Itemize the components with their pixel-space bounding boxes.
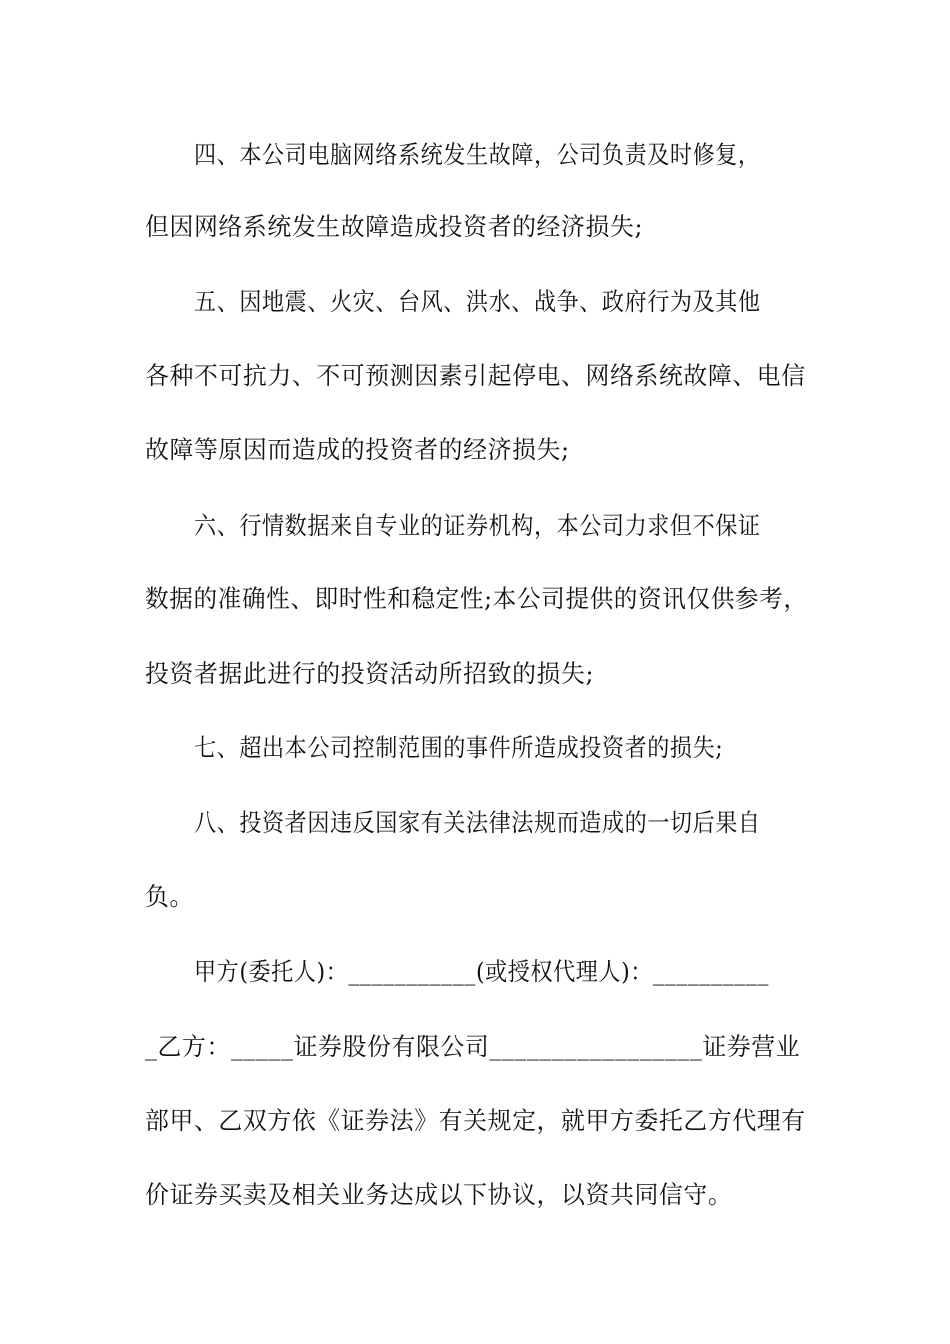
paragraph-line: 四、本公司电脑网络系统发生故障，公司负责及时修复， — [194, 140, 761, 169]
paragraph-line: 负。 — [145, 882, 194, 911]
signature-line: _乙方：_____证券股份有限公司_________________证券营业 — [145, 1032, 801, 1061]
paragraph-line: 数据的准确性、即时性和稳定性;本公司提供的资讯仅供参考， — [145, 584, 808, 613]
paragraph-line: 各种不可抗力、不可预测因素引起停电、网络系统故障、电信 — [145, 361, 806, 390]
paragraph-line: 七、超出本公司控制范围的事件所造成投资者的损失; — [194, 733, 724, 762]
signature-line: 甲方(委托人)：___________(或授权代理人)：__________ — [194, 957, 769, 986]
paragraph-line: 五、因地震、火灾、台风、洪水、战争、政府行为及其他 — [194, 287, 761, 316]
paragraph-line: 八、投资者因违反国家有关法律法规而造成的一切后果自 — [194, 808, 761, 837]
paragraph-line: 部甲、乙双方依《证券法》有关规定，就甲方委托乙方代理有 — [145, 1106, 806, 1135]
paragraph-line: 投资者据此进行的投资活动所招致的损失; — [145, 659, 595, 688]
paragraph-line: 价证券买卖及相关业务达成以下协议，以资共同信守。 — [145, 1180, 733, 1209]
paragraph-line: 但因网络系统发生故障造成投资者的经济损失; — [145, 212, 644, 241]
paragraph-line: 六、行情数据来自专业的证券机构，本公司力求但不保证 — [194, 511, 761, 540]
paragraph-line: 故障等原因而造成的投资者的经济损失; — [145, 435, 570, 464]
